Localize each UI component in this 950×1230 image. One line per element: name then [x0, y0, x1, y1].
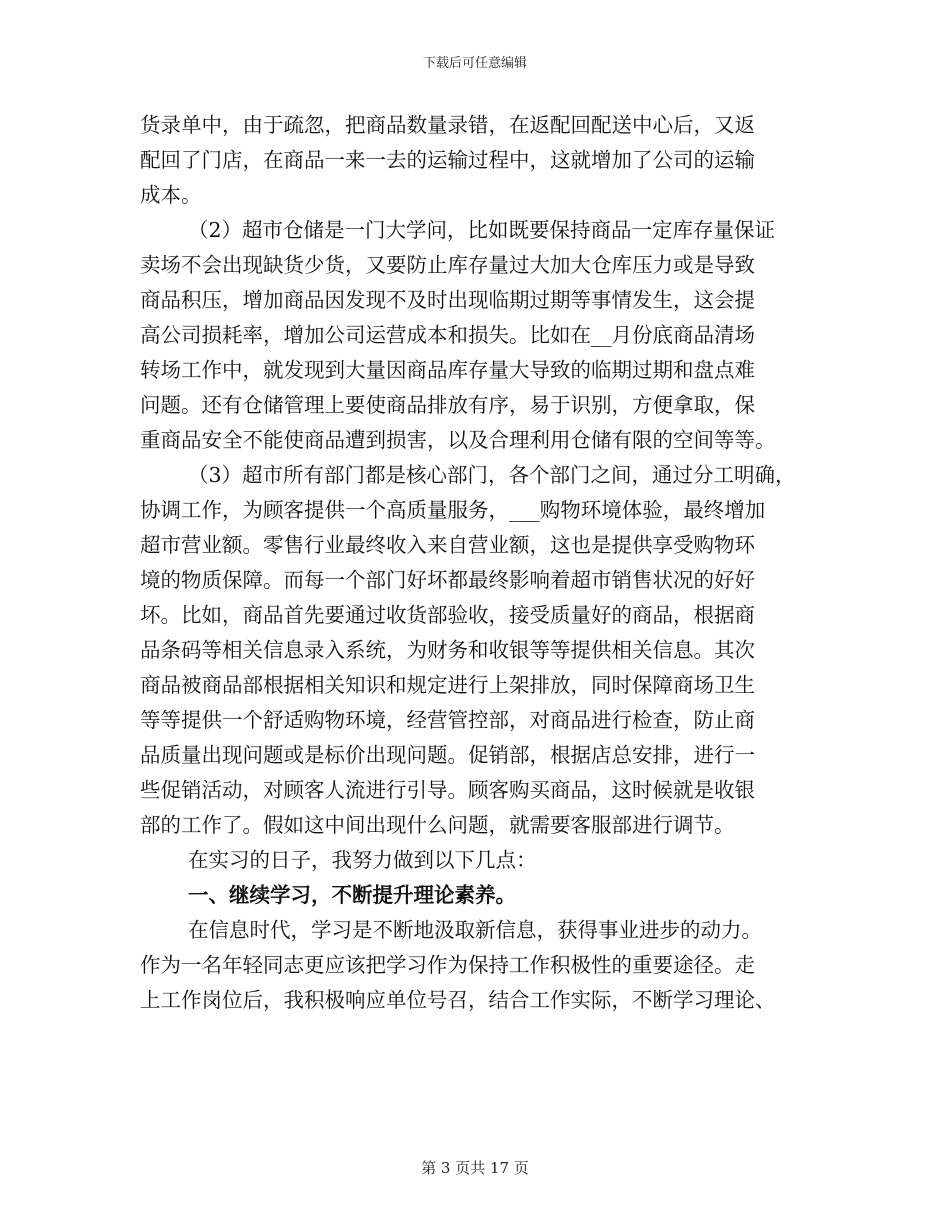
text-line: 坏。比如，商品首先要通过收货部验收，接受质量好的商品，根据商 [140, 603, 755, 627]
text-line: 协调工作，为顾客提供一个高质量服务，___购物环境体验，最终增加 [140, 498, 766, 522]
text-line: 高公司损耗率，增加公司运营成本和损失。比如在__月份底商品清场 [140, 323, 755, 347]
text-line: 部的工作了。假如这中间出现什么问题，就需要客服部进行调节。 [140, 813, 735, 837]
text-line: 上工作岗位后，我积极响应单位号召，结合工作实际，不断学习理论、 [140, 988, 776, 1012]
text-line: 问题。还有仓储管理上要使商品排放有序，易于识别，方便拿取，保 [140, 393, 755, 417]
text-line: 商品被商品部根据相关知识和规定进行上架排放，同时保障商场卫生 [140, 673, 755, 697]
paragraph-4-start: 在信息时代，学习是不断地汲取新信息，获得事业进步的动力。 [188, 918, 762, 942]
text-line: 商品积压，增加商品因发现不及时出现临期过期等事情发生，这会提 [140, 288, 755, 312]
text-line: 超市营业额。零售行业最终收入来自营业额，这也是提供享受购物环 [140, 533, 755, 557]
text-line: 品条码等相关信息录入系统，为财务和收银等等提供相关信息。其次 [140, 638, 755, 662]
text-line: 品质量出现问题或是标价出现问题。促销部，根据店总安排，进行一 [140, 743, 755, 767]
text-line: 配回了门店，在商品一来一去的运输过程中，这就增加了公司的运输 [140, 148, 755, 172]
text-line: 作为一名年轻同志更应该把学习作为保持工作积极性的重要途径。走 [140, 953, 755, 977]
text-line: 重商品安全不能使商品遭到损害，以及合理利用仓储有限的空间等等。 [140, 428, 776, 452]
paragraph-3-start: （3）超市所有部门都是核心部门，各个部门之间，通过分工明确， [188, 463, 796, 487]
page-header: 下载后可任意编辑 [422, 56, 527, 71]
text-line: 境的物质保障。而每一个部门好坏都最终影响着超市销售状况的好好 [140, 568, 755, 592]
text-line: 等等提供一个舒适购物环境，经营管控部，对商品进行检查，防止商 [140, 708, 755, 732]
paragraph-2-start: （2）超市仓储是一门大学问，比如既要保持商品一定库存量保证 [188, 218, 776, 242]
text-line: 卖场不会出现缺货少货，又要防止库存量过大加大仓库压力或是导致 [140, 253, 755, 277]
intro-line: 在实习的日子，我努力做到以下几点： [188, 848, 537, 872]
text-line: 些促销活动，对顾客人流进行引导。顾客购买商品，这时候就是收银 [140, 778, 755, 802]
body-text [140, 108, 812, 1018]
section-heading: 一、继续学习，不断提升理论素养。 [188, 883, 516, 907]
text-line: 成本。 [140, 183, 202, 207]
page-footer: 第 3 页共 17 页 [421, 1159, 529, 1177]
text-line: 货录单中，由于疏忽，把商品数量录错，在返配回配送中心后，又返 [140, 113, 755, 137]
text-line: 转场工作中，就发现到大量因商品库存量大导致的临期过期和盘点难 [140, 358, 755, 382]
